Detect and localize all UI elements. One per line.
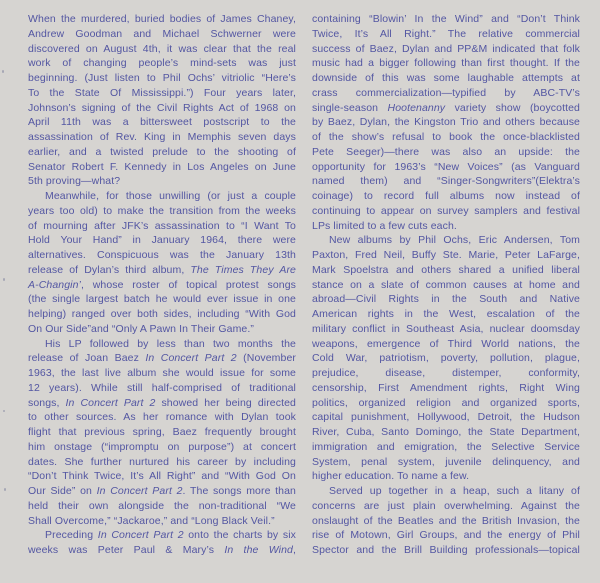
text-line bbox=[28, 12, 296, 27]
text-line bbox=[312, 366, 580, 381]
scan-speck bbox=[3, 278, 5, 281]
body-text: Our Side” on bbox=[28, 485, 97, 497]
body-text: rise of Motown, Girl Groups, and the energy of Phil bbox=[312, 529, 580, 542]
body-text: Paxton, Fred Neil, Buffy Ste. Marie, Peter LaFarge, bbox=[312, 249, 580, 261]
body-text: weeks was Peter Paul & Mary’s bbox=[28, 544, 225, 556]
text-line bbox=[28, 484, 296, 499]
text-line bbox=[28, 514, 296, 529]
body-text: Senator Robert F. Kennedy in Los Angeles on June bbox=[28, 160, 296, 173]
text-columns bbox=[28, 12, 580, 558]
body-text: Andrew Goodman and Michael Schwerner were bbox=[28, 27, 296, 40]
body-text: . The songs more than bbox=[182, 485, 296, 497]
body-text: abroad—Civil Rights in the South and Native bbox=[312, 293, 580, 306]
body-text: New albums by Phil Ochs, Eric Andersen, Tom bbox=[329, 234, 580, 247]
text-line bbox=[28, 189, 296, 204]
italic-title-text: A-Changin’ bbox=[28, 278, 81, 291]
body-text: Served up together in a heap, such a litany of bbox=[329, 485, 580, 497]
italic-title-text: In Concert Part 2 bbox=[97, 529, 184, 542]
body-text: (November bbox=[236, 352, 296, 365]
body-text: dates. She further nurtured his career by including bbox=[28, 455, 296, 468]
text-line bbox=[312, 130, 580, 145]
text-line bbox=[28, 499, 296, 514]
scan-speck bbox=[2, 70, 4, 73]
text-line bbox=[28, 115, 296, 130]
text-line bbox=[312, 101, 580, 116]
text-line bbox=[312, 263, 580, 278]
body-text: of the show’s refusal to book the once-blacklisted bbox=[312, 131, 580, 143]
body-text: His LP followed by less than two months the bbox=[45, 337, 296, 350]
text-line bbox=[312, 71, 580, 86]
body-text: military conflict in Southeast Asia, nuclear doomsday bbox=[312, 322, 580, 335]
text-line bbox=[312, 12, 580, 27]
italic-title-text: In Concert Part 2 bbox=[96, 485, 183, 497]
body-text: censorship, First Amendment rights, Right Wing bbox=[312, 381, 580, 394]
body-text: beginning. (Just listen to Phil Ochs’ vitriolic “Here’s bbox=[28, 72, 296, 84]
text-line bbox=[312, 219, 580, 234]
text-line bbox=[312, 499, 580, 514]
text-line bbox=[28, 204, 296, 219]
text-line bbox=[28, 160, 296, 175]
body-text: songs, bbox=[28, 396, 66, 409]
text-line bbox=[28, 322, 296, 337]
body-text: 1963, the last live album she would issue for some bbox=[28, 367, 296, 379]
body-text: by Baez, Dylan, the Kingston Trio and others because bbox=[312, 116, 580, 129]
scan-speck bbox=[3, 410, 5, 412]
text-line bbox=[312, 27, 580, 42]
body-text: Pete Seeger)—there was also an upside: the bbox=[312, 145, 580, 158]
body-text: crass commercialization—typified by ABC-TV’s bbox=[312, 86, 580, 99]
body-text: Hold Your Hand” in January 1964, there were bbox=[28, 234, 296, 247]
body-text: When the murdered, buried bodies of James Chaney, bbox=[28, 13, 296, 25]
text-line bbox=[312, 396, 580, 411]
body-text: music had a bigger following than first thought. If the bbox=[312, 57, 580, 70]
body-text: Preceding bbox=[45, 529, 98, 542]
body-text: , whose roster of topical protest songs bbox=[80, 278, 296, 291]
body-text: Shall Overcome,” “Jackaroe,” and “Long Black Veil.” bbox=[28, 514, 275, 527]
body-text: Twice, It’s All Right.” The relative commercial bbox=[312, 27, 580, 40]
body-text: “Don’t Think Twice, It’s All Right” and “With God On bbox=[28, 470, 296, 483]
text-line bbox=[28, 396, 296, 411]
body-text: named them) and “Singer-Songwriters”(Elektra’s bbox=[312, 175, 580, 188]
text-line bbox=[312, 528, 580, 543]
text-line bbox=[312, 425, 580, 440]
paragraph bbox=[28, 12, 296, 189]
paragraph bbox=[28, 528, 296, 558]
body-text: immigration and emigration, the Selective Service bbox=[312, 440, 580, 453]
text-column-right bbox=[312, 12, 580, 558]
text-line bbox=[28, 425, 296, 440]
paragraph bbox=[312, 484, 580, 558]
text-line bbox=[28, 42, 296, 57]
text-line bbox=[312, 514, 580, 529]
body-text: Mark Spoelstra and others shared a unified liberal bbox=[312, 263, 580, 276]
body-text: coinage) to record full albums now instead of bbox=[312, 190, 580, 202]
text-line bbox=[28, 440, 296, 455]
body-text: flight that previous spring, Baez frequently brought bbox=[28, 426, 296, 438]
text-line bbox=[312, 543, 580, 558]
text-line bbox=[312, 337, 580, 352]
body-text: containing “Blowin’ In the Wind” and “Don’t Think bbox=[312, 13, 580, 25]
body-text: variety show (boycotted bbox=[445, 101, 580, 114]
paragraph bbox=[28, 337, 296, 529]
body-text: continuing to appear on survey samplers and festival bbox=[312, 204, 580, 217]
text-column-left bbox=[28, 12, 296, 558]
paragraph bbox=[28, 189, 296, 337]
text-line bbox=[28, 263, 296, 278]
text-line bbox=[312, 469, 580, 484]
italic-title-text: In Concert Part 2 bbox=[65, 396, 156, 409]
scan-speck bbox=[4, 488, 6, 491]
body-text: 12 years). While still half-comprised of traditional bbox=[28, 381, 296, 394]
body-text: showed her being directed bbox=[155, 396, 296, 409]
text-line bbox=[28, 71, 296, 86]
body-text: Meanwhile, for those unwilling (or just a couple bbox=[45, 190, 296, 202]
text-line bbox=[28, 337, 296, 352]
italic-title-text: In Concert Part 2 bbox=[145, 352, 237, 365]
text-line bbox=[312, 42, 580, 57]
text-line bbox=[28, 351, 296, 366]
body-text: single-season bbox=[312, 101, 388, 114]
body-text: him onstage (“impromptu on purpose”) at concert bbox=[28, 440, 296, 453]
body-text: To the State Of Mississippi.”) Four years later, bbox=[28, 86, 296, 99]
text-line bbox=[28, 56, 296, 71]
text-line bbox=[312, 322, 580, 337]
text-line bbox=[312, 145, 580, 160]
body-text: American rights in the West, escalation of the bbox=[312, 308, 580, 320]
text-line bbox=[312, 248, 580, 263]
text-line bbox=[28, 410, 296, 425]
text-line bbox=[312, 204, 580, 219]
italic-title-text: In the Wind bbox=[224, 544, 293, 556]
body-text: downside of this was some laughable attempts at bbox=[312, 72, 580, 84]
body-text: held their own alongside the non-traditional “We bbox=[28, 499, 296, 512]
text-line bbox=[28, 174, 296, 189]
text-line bbox=[312, 455, 580, 470]
italic-title-text: The Times They Are bbox=[190, 263, 296, 276]
body-text: earlier, and a twisted prelude to the shooting of bbox=[28, 145, 296, 158]
text-line bbox=[28, 469, 296, 484]
text-line bbox=[312, 86, 580, 101]
body-text: years too old) to make the transition from the weeks bbox=[28, 204, 296, 217]
text-line bbox=[28, 130, 296, 145]
body-text: concerns are just plain overwhelming. Against the bbox=[312, 499, 580, 512]
text-line bbox=[28, 381, 296, 396]
text-line bbox=[28, 145, 296, 160]
body-text: April 11th was a bittersweet postscript to the bbox=[28, 116, 296, 129]
text-line bbox=[28, 366, 296, 381]
text-line bbox=[312, 410, 580, 425]
text-line bbox=[312, 440, 580, 455]
text-line bbox=[28, 455, 296, 470]
text-line bbox=[28, 101, 296, 116]
body-text: River, Cuba, Santo Domingo, the State Department, bbox=[312, 426, 580, 438]
text-line bbox=[28, 86, 296, 101]
body-text: Cold War, patriotism, poverty, pollution, plague, bbox=[312, 352, 580, 365]
body-text: , bbox=[292, 544, 296, 556]
body-text: to other sources. As her romance with Dylan took bbox=[28, 411, 296, 424]
italic-title-text: Hootenanny bbox=[387, 101, 446, 114]
body-text: stance on a slate of common causes at home and bbox=[312, 278, 580, 291]
text-line bbox=[28, 543, 296, 558]
text-line bbox=[312, 189, 580, 204]
body-text: onto the charts by six bbox=[183, 529, 297, 542]
body-text: Spector and the Brill Building professionals—topical bbox=[312, 544, 580, 556]
text-line bbox=[312, 381, 580, 396]
text-line bbox=[28, 248, 296, 263]
body-text: onslaught of the Beatles and the British Invasion, the bbox=[312, 514, 580, 527]
text-line bbox=[28, 278, 296, 293]
body-text: prejudice, disease, distemper, conformity, bbox=[312, 367, 580, 379]
body-text: politics, organized religion and organized sports, bbox=[312, 396, 580, 409]
body-text: assassination of Rev. King in Memphis seven days bbox=[28, 131, 296, 143]
text-line bbox=[28, 292, 296, 307]
text-line bbox=[312, 351, 580, 366]
body-text: (the single largest batch he would ever issue in one bbox=[28, 293, 296, 306]
text-line bbox=[28, 233, 296, 248]
text-line bbox=[28, 219, 296, 234]
text-line bbox=[312, 174, 580, 189]
paragraph bbox=[312, 12, 580, 233]
text-line bbox=[312, 484, 580, 499]
paragraph bbox=[312, 233, 580, 484]
text-line bbox=[312, 56, 580, 71]
body-text: release of Dylan’s third album, bbox=[28, 263, 191, 276]
body-text: higher education. To name a few. bbox=[312, 470, 470, 483]
body-text: LPs limited to a few cuts each. bbox=[312, 219, 457, 232]
body-text: release of Joan Baez bbox=[28, 352, 146, 365]
body-text: success of Baez, Dylan and PP&M indicated that folk bbox=[312, 42, 580, 55]
text-line bbox=[312, 307, 580, 322]
text-line bbox=[312, 115, 580, 130]
text-line bbox=[28, 27, 296, 42]
body-text: 5th proving—what? bbox=[28, 175, 121, 188]
body-text: opportunity for 1963’s “New Voices” (as Vanguard bbox=[312, 160, 580, 173]
text-line bbox=[28, 528, 296, 543]
body-text: capital punishment, Hollywood, Detroit, the Hudson bbox=[312, 411, 580, 424]
body-text: discovered on August 4th, it was clear that the real bbox=[28, 42, 296, 55]
body-text: helping) ranged over both sides, including “With God bbox=[28, 308, 296, 320]
body-text: alternatives. Conspicuous was the January 13th bbox=[28, 249, 296, 261]
text-line bbox=[312, 292, 580, 307]
body-text: On Our Side”and “Only A Pawn In Their Game.” bbox=[28, 322, 254, 335]
body-text: weapons, emergence of Third World nations, the bbox=[312, 337, 580, 350]
body-text: work of changing people’s mind-sets was just bbox=[28, 57, 296, 70]
text-line bbox=[28, 307, 296, 322]
body-text: System, penal system, juvenile delinquency, and bbox=[312, 455, 580, 468]
text-line bbox=[312, 233, 580, 248]
text-line bbox=[312, 278, 580, 293]
body-text: of mourning after JFK’s assassination to “I Want To bbox=[28, 219, 296, 232]
text-line bbox=[312, 160, 580, 175]
body-text: Johnson’s signing of the Civil Rights Act of 1968 on bbox=[28, 101, 296, 114]
